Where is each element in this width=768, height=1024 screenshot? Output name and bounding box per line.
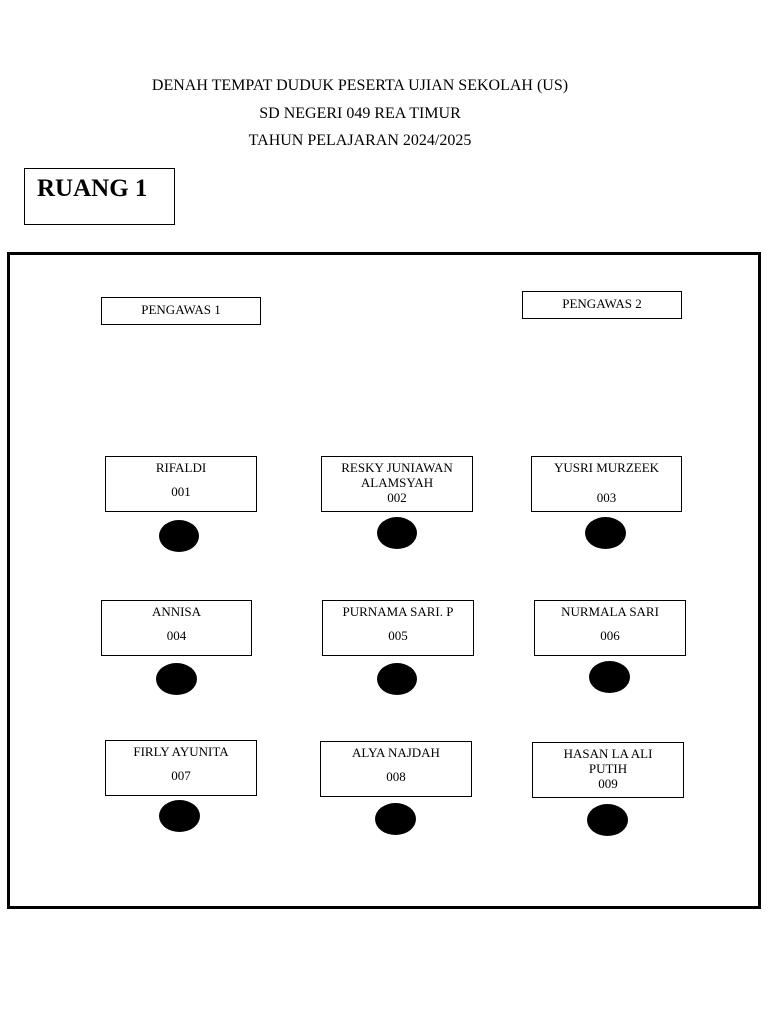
seat-marker: [377, 517, 417, 549]
header-school-year: TAHUN PELAJARAN 2024/2025: [248, 132, 472, 149]
student-number: 003: [596, 490, 617, 505]
seat-marker: [375, 803, 416, 835]
student-name: RIFALDI: [155, 460, 207, 475]
student-name: ALYA NAJDAH: [352, 745, 440, 760]
seat-marker: [587, 804, 628, 836]
room-label: RUANG 1: [37, 175, 148, 202]
seat-card: [101, 600, 252, 656]
seat-card: [322, 600, 474, 656]
seat-card: [531, 456, 682, 512]
student-number: 008: [386, 769, 406, 784]
supervisor-2-label: PENGAWAS 2: [562, 296, 642, 311]
seat-card: [532, 742, 684, 798]
student-name: YUSRI MURZEEK: [553, 460, 660, 475]
seat-marker: [377, 663, 417, 695]
seat-marker: [159, 800, 200, 832]
student-name: RESKY JUNIAWAN ALAMSYAH: [341, 460, 453, 490]
seat-marker: [589, 661, 630, 693]
student-number: 005: [388, 628, 408, 643]
student-name: ANNISA: [151, 604, 202, 619]
header-title: DENAH TEMPAT DUDUK PESERTA UJIAN SEKOLAH (US): [151, 77, 569, 94]
student-name: PURNAMA SARI. P: [342, 604, 454, 619]
student-number: 007: [171, 768, 191, 783]
seat-card: [321, 456, 473, 512]
student-number: 001: [171, 484, 191, 499]
seat-marker: [585, 517, 626, 549]
supervisor-1-label: PENGAWAS 1: [141, 302, 221, 317]
student-number: 004: [166, 628, 187, 643]
seat-marker: [156, 663, 197, 695]
student-number: 002: [387, 490, 407, 505]
supervisor-1-box: [101, 297, 261, 325]
student-name: HASAN LA ALI PUTIH: [563, 746, 653, 776]
seat-card: [105, 740, 257, 796]
room-label-box: [24, 168, 175, 225]
student-number: 006: [600, 628, 620, 643]
student-name: NURMALA SARI: [561, 604, 659, 619]
seat-card: [320, 741, 472, 797]
student-name: FIRLY AYUNITA: [133, 744, 229, 759]
student-number: 009: [598, 776, 618, 791]
seat-card: [534, 600, 686, 656]
supervisor-2-box: [522, 291, 682, 319]
header-school: SD NEGERI 049 REA TIMUR: [259, 105, 461, 122]
seat-marker: [159, 520, 199, 552]
seat-card: [105, 456, 257, 512]
